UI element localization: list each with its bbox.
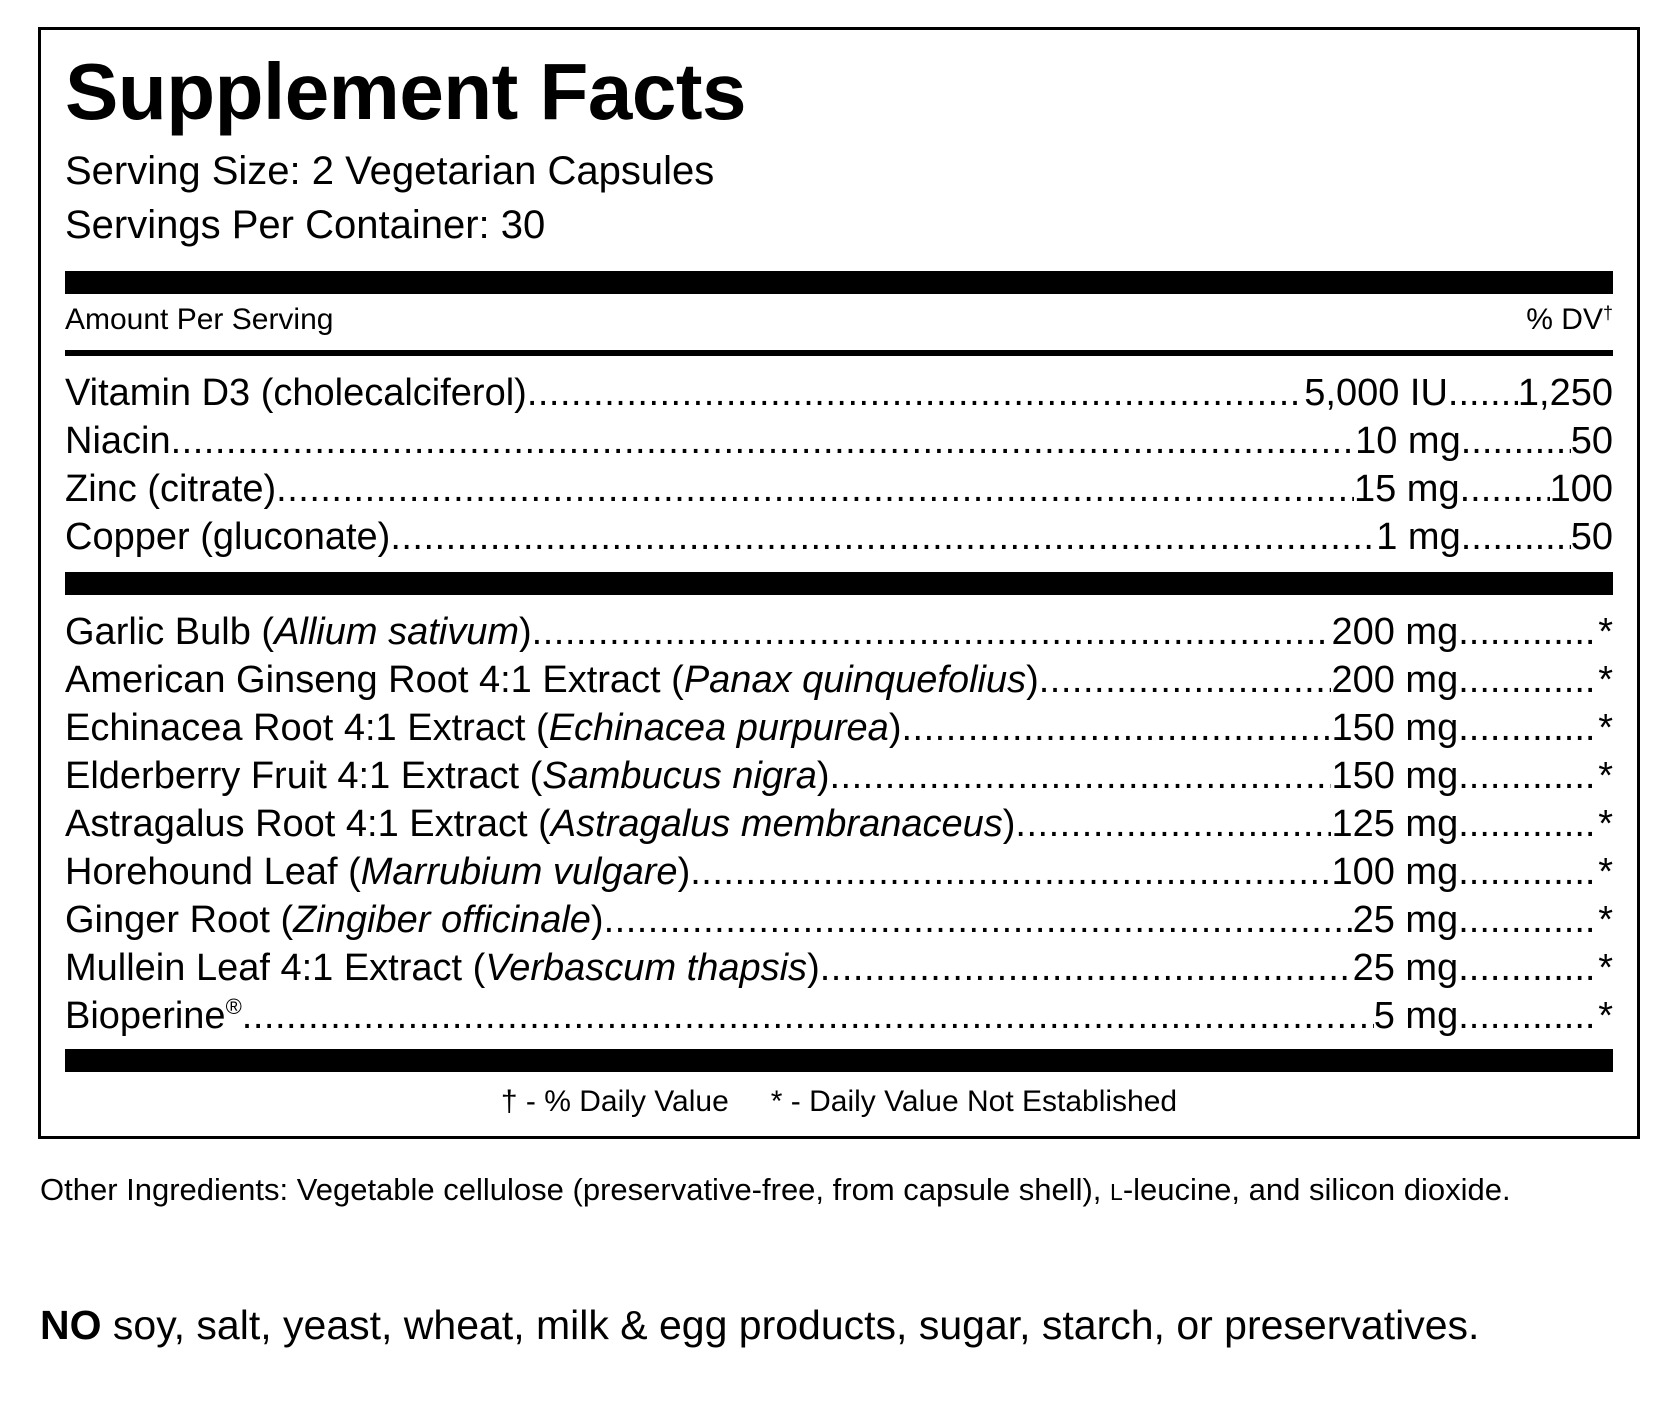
nutrient-row <box>65 417 1613 465</box>
nutrient-amount: 10 mg <box>1355 420 1461 462</box>
herb-row <box>65 656 1613 704</box>
herb-name <box>65 944 820 992</box>
nutrient-name: Zinc (citrate) <box>65 468 277 510</box>
herb-row <box>65 608 1613 656</box>
other-ingredients: Other Ingredients: Vegetable cellulose (preservative-free, from capsule shell), L-leucine, and silicon dioxide. <box>40 1172 1511 1207</box>
asterisk-footnote: * - Daily Value Not Established <box>770 1085 1178 1118</box>
small-caps-l: L <box>1110 1179 1123 1205</box>
herb-row <box>65 848 1613 896</box>
herb-latin-name: Allium sativum <box>274 611 520 653</box>
herb-daily-value: * <box>1598 803 1613 845</box>
herb-latin-name: Echinacea purpurea <box>548 707 889 749</box>
leader-dots <box>527 369 1304 417</box>
herb-name <box>65 992 242 1040</box>
herb-latin-name: Astragalus membranaceus <box>550 803 1003 845</box>
herb-latin-name: Sambucus nigra <box>542 755 817 797</box>
no-emphasis: NO <box>40 1302 102 1348</box>
herb-amount: 5 mg <box>1373 995 1459 1037</box>
nutrient-name: Niacin <box>65 420 171 462</box>
nutrient-name: Copper (gluconate) <box>65 516 391 558</box>
herb-daily-value: * <box>1598 611 1613 653</box>
leader-dots <box>690 848 1331 896</box>
serving-size: Serving Size: 2 Vegetarian Capsules <box>65 149 715 193</box>
herb-common-name: Bioperine <box>65 995 226 1037</box>
herb-amount: 125 mg <box>1331 803 1459 845</box>
leader-dots <box>1458 992 1598 1040</box>
leader-dots <box>1458 656 1598 704</box>
herb-common-name: Horehound Leaf ( <box>65 851 361 893</box>
closing-paren: ) <box>807 947 820 989</box>
herb-daily-value: * <box>1598 899 1613 941</box>
closing-paren: ) <box>677 851 691 893</box>
leader-dots <box>820 944 1353 992</box>
herb-name <box>65 848 690 896</box>
nutrient-row <box>65 513 1613 561</box>
closing-paren: ) <box>1026 659 1039 701</box>
nutrient-daily-value: 50 <box>1570 420 1613 462</box>
herb-latin-name: Marrubium vulgare <box>360 851 678 893</box>
leader-dots <box>1458 896 1598 944</box>
herb-common-name: Mullein Leaf 4:1 Extract ( <box>65 947 486 989</box>
registered-mark: ® <box>225 994 242 1019</box>
herbal-ingredient-list <box>65 608 1613 1040</box>
herb-amount: 25 mg <box>1352 947 1459 989</box>
nutrient-row <box>65 465 1613 513</box>
leader-dots <box>1458 944 1598 992</box>
leader-dots <box>1458 848 1598 896</box>
herb-row <box>65 992 1613 1040</box>
closing-paren: ) <box>590 899 604 941</box>
leader-dots <box>1448 369 1518 417</box>
herb-row <box>65 800 1613 848</box>
leader-dots <box>1458 800 1598 848</box>
herb-common-name: American Ginseng Root 4:1 Extract ( <box>65 659 684 701</box>
leader-dots <box>1458 752 1598 800</box>
herb-amount: 150 mg <box>1331 707 1459 749</box>
closing-paren: ) <box>816 755 830 797</box>
dagger-mark: † <box>1602 303 1613 323</box>
nutrient-daily-value: 100 <box>1549 468 1613 510</box>
herb-row <box>65 704 1613 752</box>
amount-per-serving-label: Amount Per Serving <box>65 303 334 336</box>
herb-common-name: Elderberry Fruit 4:1 Extract ( <box>65 755 543 797</box>
footnote-line <box>41 1087 1637 1117</box>
herb-latin-name: Verbascum thapsis <box>485 947 808 989</box>
nutrient-amount: 15 mg <box>1353 468 1460 510</box>
nutrient-list <box>65 369 1613 561</box>
herb-name <box>65 752 830 800</box>
leader-dots <box>1461 513 1571 561</box>
herb-amount: 100 mg <box>1331 851 1459 893</box>
nutrient-amount: 1 mg <box>1376 516 1461 558</box>
nutrient-row <box>65 369 1613 417</box>
herb-name <box>65 656 1039 704</box>
herb-row <box>65 752 1613 800</box>
herb-common-name: Echinacea Root 4:1 Extract ( <box>65 707 549 749</box>
leader-dots <box>1458 608 1598 656</box>
closing-paren: ) <box>1002 803 1016 845</box>
leader-dots <box>532 608 1332 656</box>
herb-amount: 200 mg <box>1331 659 1459 701</box>
thick-divider <box>65 572 1613 595</box>
leader-dots <box>171 417 1355 465</box>
leader-dots <box>1039 656 1332 704</box>
herb-amount: 150 mg <box>1331 755 1459 797</box>
nutrient-daily-value: 50 <box>1570 516 1613 558</box>
herb-common-name: Garlic Bulb ( <box>65 611 275 653</box>
herb-name <box>65 608 532 656</box>
leader-dots <box>1458 704 1598 752</box>
leader-dots <box>1461 417 1571 465</box>
nutrient-amount: 5,000 IU <box>1304 372 1448 414</box>
leader-dots <box>830 752 1332 800</box>
herb-amount: 25 mg <box>1352 899 1459 941</box>
closing-paren: ) <box>888 707 902 749</box>
herb-daily-value: * <box>1598 947 1613 989</box>
herb-name <box>65 896 604 944</box>
nutrient-daily-value: 1,250 <box>1517 372 1613 414</box>
leader-dots <box>390 513 1376 561</box>
thin-divider <box>65 350 1613 356</box>
dagger-footnote: † - % Daily Value <box>500 1085 729 1118</box>
thick-divider <box>65 1049 1613 1072</box>
leader-dots <box>1460 465 1550 513</box>
panel-title: Supplement Facts <box>65 47 747 136</box>
herb-latin-name: Zingiber officinale <box>293 899 591 941</box>
closing-paren: ) <box>519 611 532 653</box>
allergen-statement: NO soy, salt, yeast, wheat, milk & egg products, sugar, starch, or preservatives. <box>40 1302 1480 1348</box>
column-header-row <box>65 305 1613 335</box>
herb-row <box>65 944 1613 992</box>
nutrient-name: Vitamin D3 (cholecalciferol) <box>65 372 527 414</box>
herb-daily-value: * <box>1598 851 1613 893</box>
herb-daily-value: * <box>1598 707 1613 749</box>
thick-divider <box>65 271 1613 294</box>
servings-per-container: Servings Per Container: 30 <box>65 203 546 247</box>
leader-dots <box>1015 800 1331 848</box>
herb-common-name: Astragalus Root 4:1 Extract ( <box>65 803 551 845</box>
daily-value-label: % DV† <box>1526 303 1613 336</box>
herb-latin-name: Panax quinquefolius <box>683 659 1027 701</box>
leader-dots <box>901 704 1331 752</box>
supplement-facts-panel <box>38 27 1640 1139</box>
leader-dots <box>604 896 1353 944</box>
herb-daily-value: * <box>1598 995 1613 1037</box>
herb-common-name: Ginger Root ( <box>65 899 294 941</box>
leader-dots <box>242 992 1374 1040</box>
leader-dots <box>276 465 1354 513</box>
herb-daily-value: * <box>1598 755 1613 797</box>
herb-name <box>65 704 901 752</box>
herb-name <box>65 800 1015 848</box>
herb-daily-value: * <box>1598 659 1613 701</box>
herb-row <box>65 896 1613 944</box>
herb-amount: 200 mg <box>1331 611 1459 653</box>
